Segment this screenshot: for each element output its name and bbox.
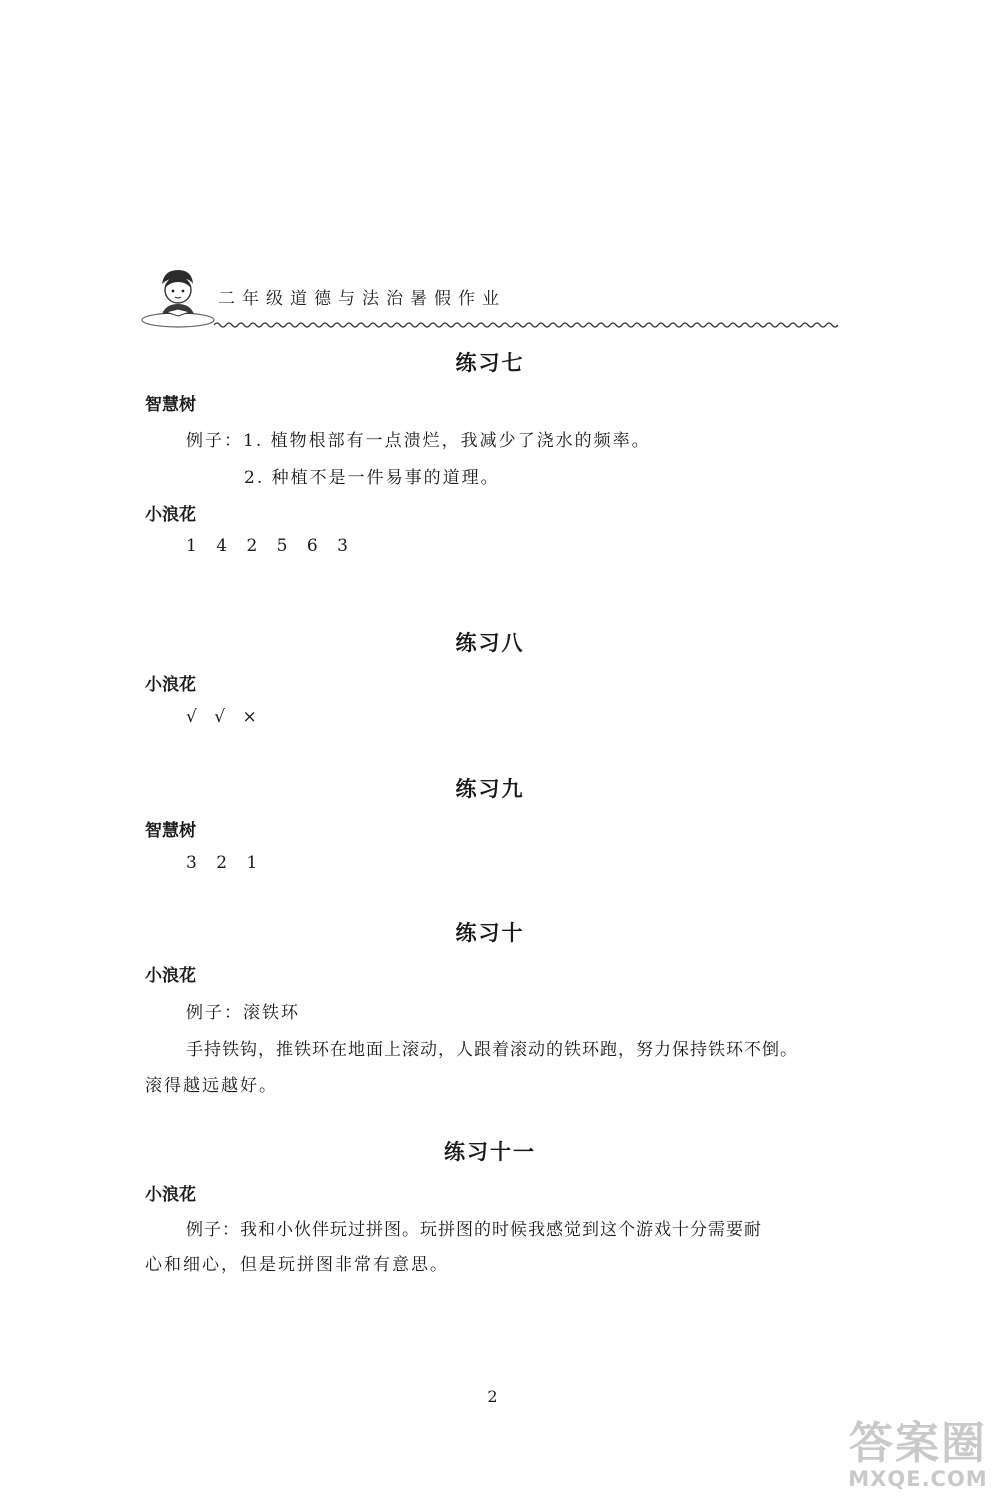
answer-line: 2. 种植不是一件易事的道理。 bbox=[244, 468, 500, 488]
answer-line: 心和细心，但是玩拼图非常有意思。 bbox=[145, 1255, 449, 1275]
subheading-little-wave: 小浪花 bbox=[145, 1185, 196, 1205]
boy-reading-icon bbox=[138, 266, 218, 334]
answer-line: 例子：我和小伙伴玩过拼图。玩拼图的时候我感觉到这个游戏十分需要耐 bbox=[186, 1220, 762, 1240]
answer-sequence: 1 4 2 5 6 3 bbox=[186, 536, 348, 556]
answer-checkmarks: √ √ × bbox=[186, 707, 257, 727]
answer-line: 手持铁钩，推铁环在地面上滚动，人跟着滚动的铁环跑，努力保持铁环不倒。 bbox=[186, 1040, 798, 1060]
watermark bbox=[838, 1420, 998, 1490]
subheading-little-wave: 小浪花 bbox=[145, 675, 196, 695]
exercise-title-11: 练习十一 bbox=[444, 1140, 536, 1164]
exercise-title-8: 练习八 bbox=[455, 631, 525, 655]
answer-line: 例子：滚铁环 bbox=[186, 1003, 300, 1023]
answer-line: 例子：1. 植物根部有一点溃烂，我减少了浇水的频率。 bbox=[186, 431, 651, 451]
exercise-title-9: 练习九 bbox=[455, 777, 525, 801]
subheading-wisdom-tree: 智慧树 bbox=[145, 821, 196, 841]
exercise-title-7: 练习七 bbox=[455, 351, 525, 375]
subheading-wisdom-tree: 智慧树 bbox=[145, 395, 196, 415]
page-number: 2 bbox=[487, 1387, 498, 1406]
watermark-url: MXQE.COM bbox=[848, 1467, 988, 1491]
header-wave-divider bbox=[214, 314, 840, 333]
exercise-title-10: 练习十 bbox=[455, 921, 525, 945]
book-header-title: 二年级道德与法治暑假作业 bbox=[218, 289, 506, 309]
subheading-little-wave: 小浪花 bbox=[145, 966, 196, 986]
subheading-little-wave: 小浪花 bbox=[145, 505, 196, 525]
answer-sequence: 3 2 1 bbox=[186, 853, 258, 873]
watermark-logo-text: 答案圈 bbox=[849, 1418, 987, 1469]
answer-line: 滚得越远越好。 bbox=[145, 1076, 278, 1096]
